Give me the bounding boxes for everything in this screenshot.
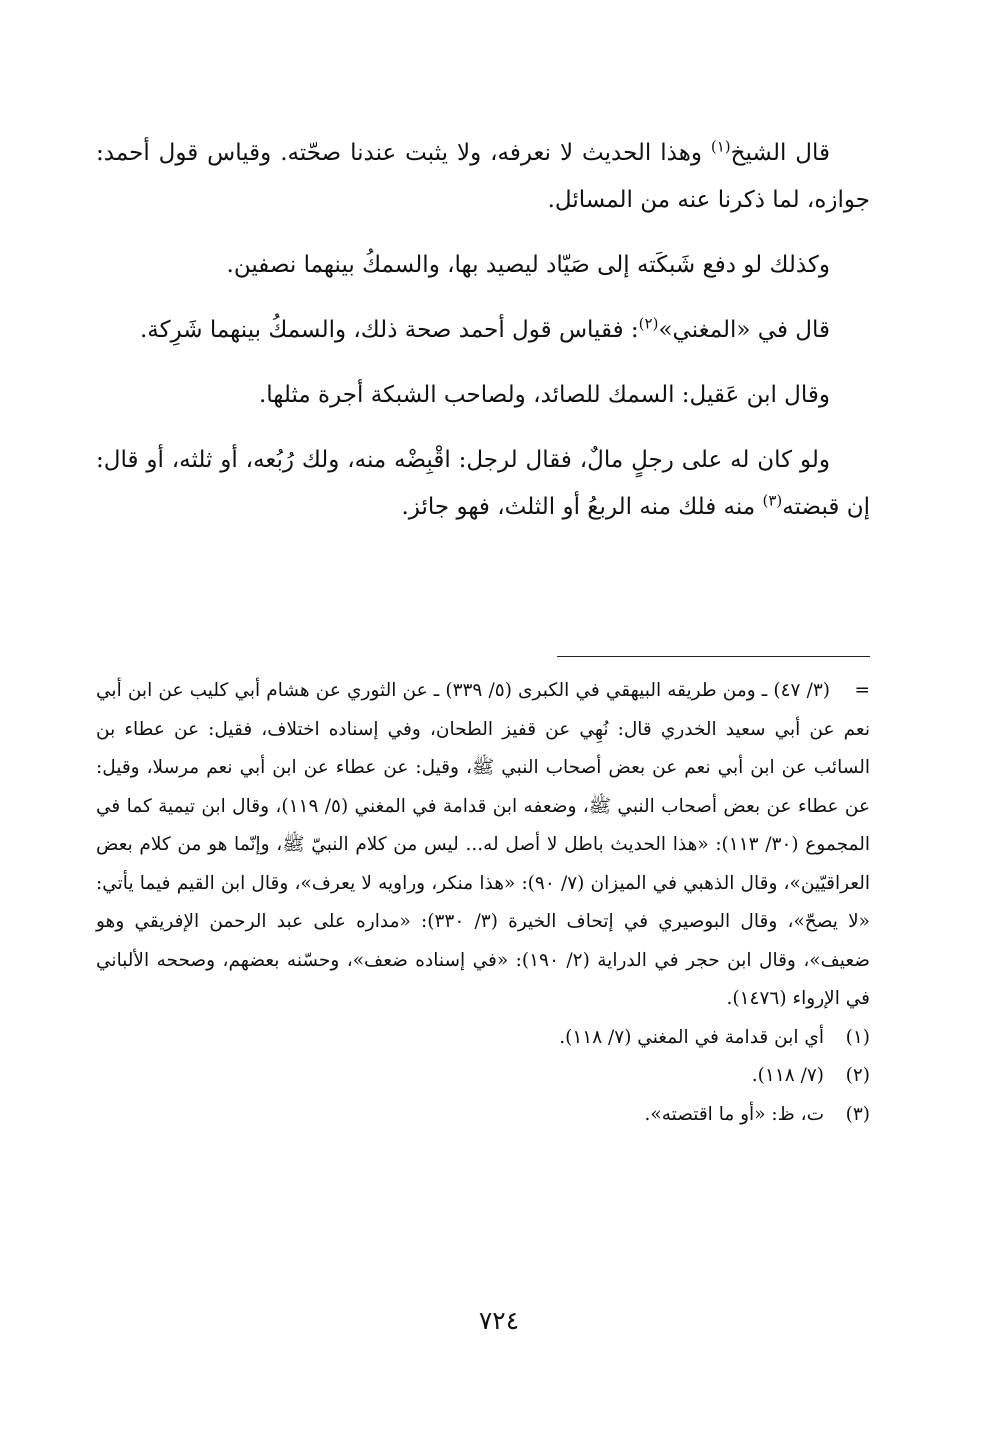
footnote-1 <box>96 1019 870 1058</box>
paragraph-3 <box>96 307 870 354</box>
footnotes <box>96 672 870 1134</box>
footnote-3-text: ت، ظ: «أو ما اقتصته». <box>644 1103 824 1125</box>
footnote-continuation-text: (٣/ ٤٧) ـ ومن طريقه البيهقي في الكبرى (٥/ ٣٣٩) ـ عن الثوري عن هشام أبي كليب عن ابن أبي نعم عن أبي سعيد الخدري قال: نُهِي عن قفيز الطحان، وفي إسناده اختلاف، فقيل: عن عطاء بن السائب عن ابن أبي نعم عن بعض أصحاب النبي ﷺ، وقيل: عن عطاء عن ابن أبي نعم مرسلا، وقيل: عن عطاء عن بعض أصحاب النبي ﷺ، وضعفه ابن قدامة في المغني (٥/ ١١٩)، وقال ابن تيمية كما في المجموع (٣٠/ ١١٣): «هذا الحديث باطل لا أصل له... ليس من كلام النبيّ ﷺ، وإنّما هو من كلام بعض العراقيّين»، وقال الذهبي في الميزان (٧/ ٩٠): «هذا منكر، وراويه لا يعرف»، وقال ابن القيم فيما يأتي: «لا يصحّ»، وقال البوصيري في إتحاف الخيرة (٣/ ٣٣٠): «مداره على عبد الرحمن الإفريقي وهو ضعيف»، وقال ابن حجر في الدراية (٢/ ١٩٠): «في إسناده ضعف»، وحسّنه بعضهم، وصححه الألباني في الإرواء (١٤٧٦). <box>96 680 870 1009</box>
paragraph-1-text-a: قال الشيخ <box>730 140 830 166</box>
footnote-2 <box>96 1057 870 1096</box>
footnote-ref-2: (٢) <box>638 314 659 333</box>
paragraph-5 <box>96 437 870 531</box>
footnote-ref-1: (١) <box>710 137 731 156</box>
main-text <box>96 130 870 549</box>
paragraph-2: وكذلك لو دفع شَبكَته إلى صَيّاد ليصيد بها، والسمكُ بينهما نصفين. <box>226 252 830 278</box>
footnote-3-number: (٣) <box>845 1103 870 1125</box>
page-number: ٧٢٤ <box>478 1306 520 1335</box>
paragraph-1 <box>96 130 870 224</box>
paragraph-3-text-b: : فقياس قول أحمد صحة ذلك، والسمكُ بينهما شَرِكة. <box>140 317 639 343</box>
footnote-2-text: (٧/ ١١٨). <box>751 1065 824 1086</box>
footnote-continuation <box>96 672 870 1019</box>
footnote-ref-3: (٣) <box>762 491 783 510</box>
footnote-3 <box>96 1096 870 1135</box>
paragraph-1-text-b: وهذا الحديث لا نعرفه، ولا يثبت عندنا صحّته. وقياس قول أحمد: جوازه، لما ذكرنا عنه من المسائل. <box>96 140 870 213</box>
paragraph-3-text-a: قال في «المغني» <box>658 317 830 343</box>
footnote-1-number: (١) <box>845 1026 870 1048</box>
footnote-divider <box>557 656 870 657</box>
paragraph-5-text-b: منه فلك منه الربعُ أو الثلث، فهو جائز. <box>401 494 763 520</box>
continuation-marker: = <box>854 680 870 701</box>
footnote-1-text: أي ابن قدامة في المغني (٧/ ١١٨). <box>559 1026 824 1048</box>
footnote-2-number: (٢) <box>845 1065 870 1086</box>
paragraph-5-text-a: ولو كان له على رجلٍ مالٌ، فقال لرجل: اقْبِضْه منه، ولك رُبُعه، أو ثلثه، أو قال: إن قبضته <box>96 447 870 520</box>
paragraph-4: وقال ابن عَقيل: السمك للصائد، ولصاحب الشبكة أجرة مثلها. <box>258 382 830 408</box>
